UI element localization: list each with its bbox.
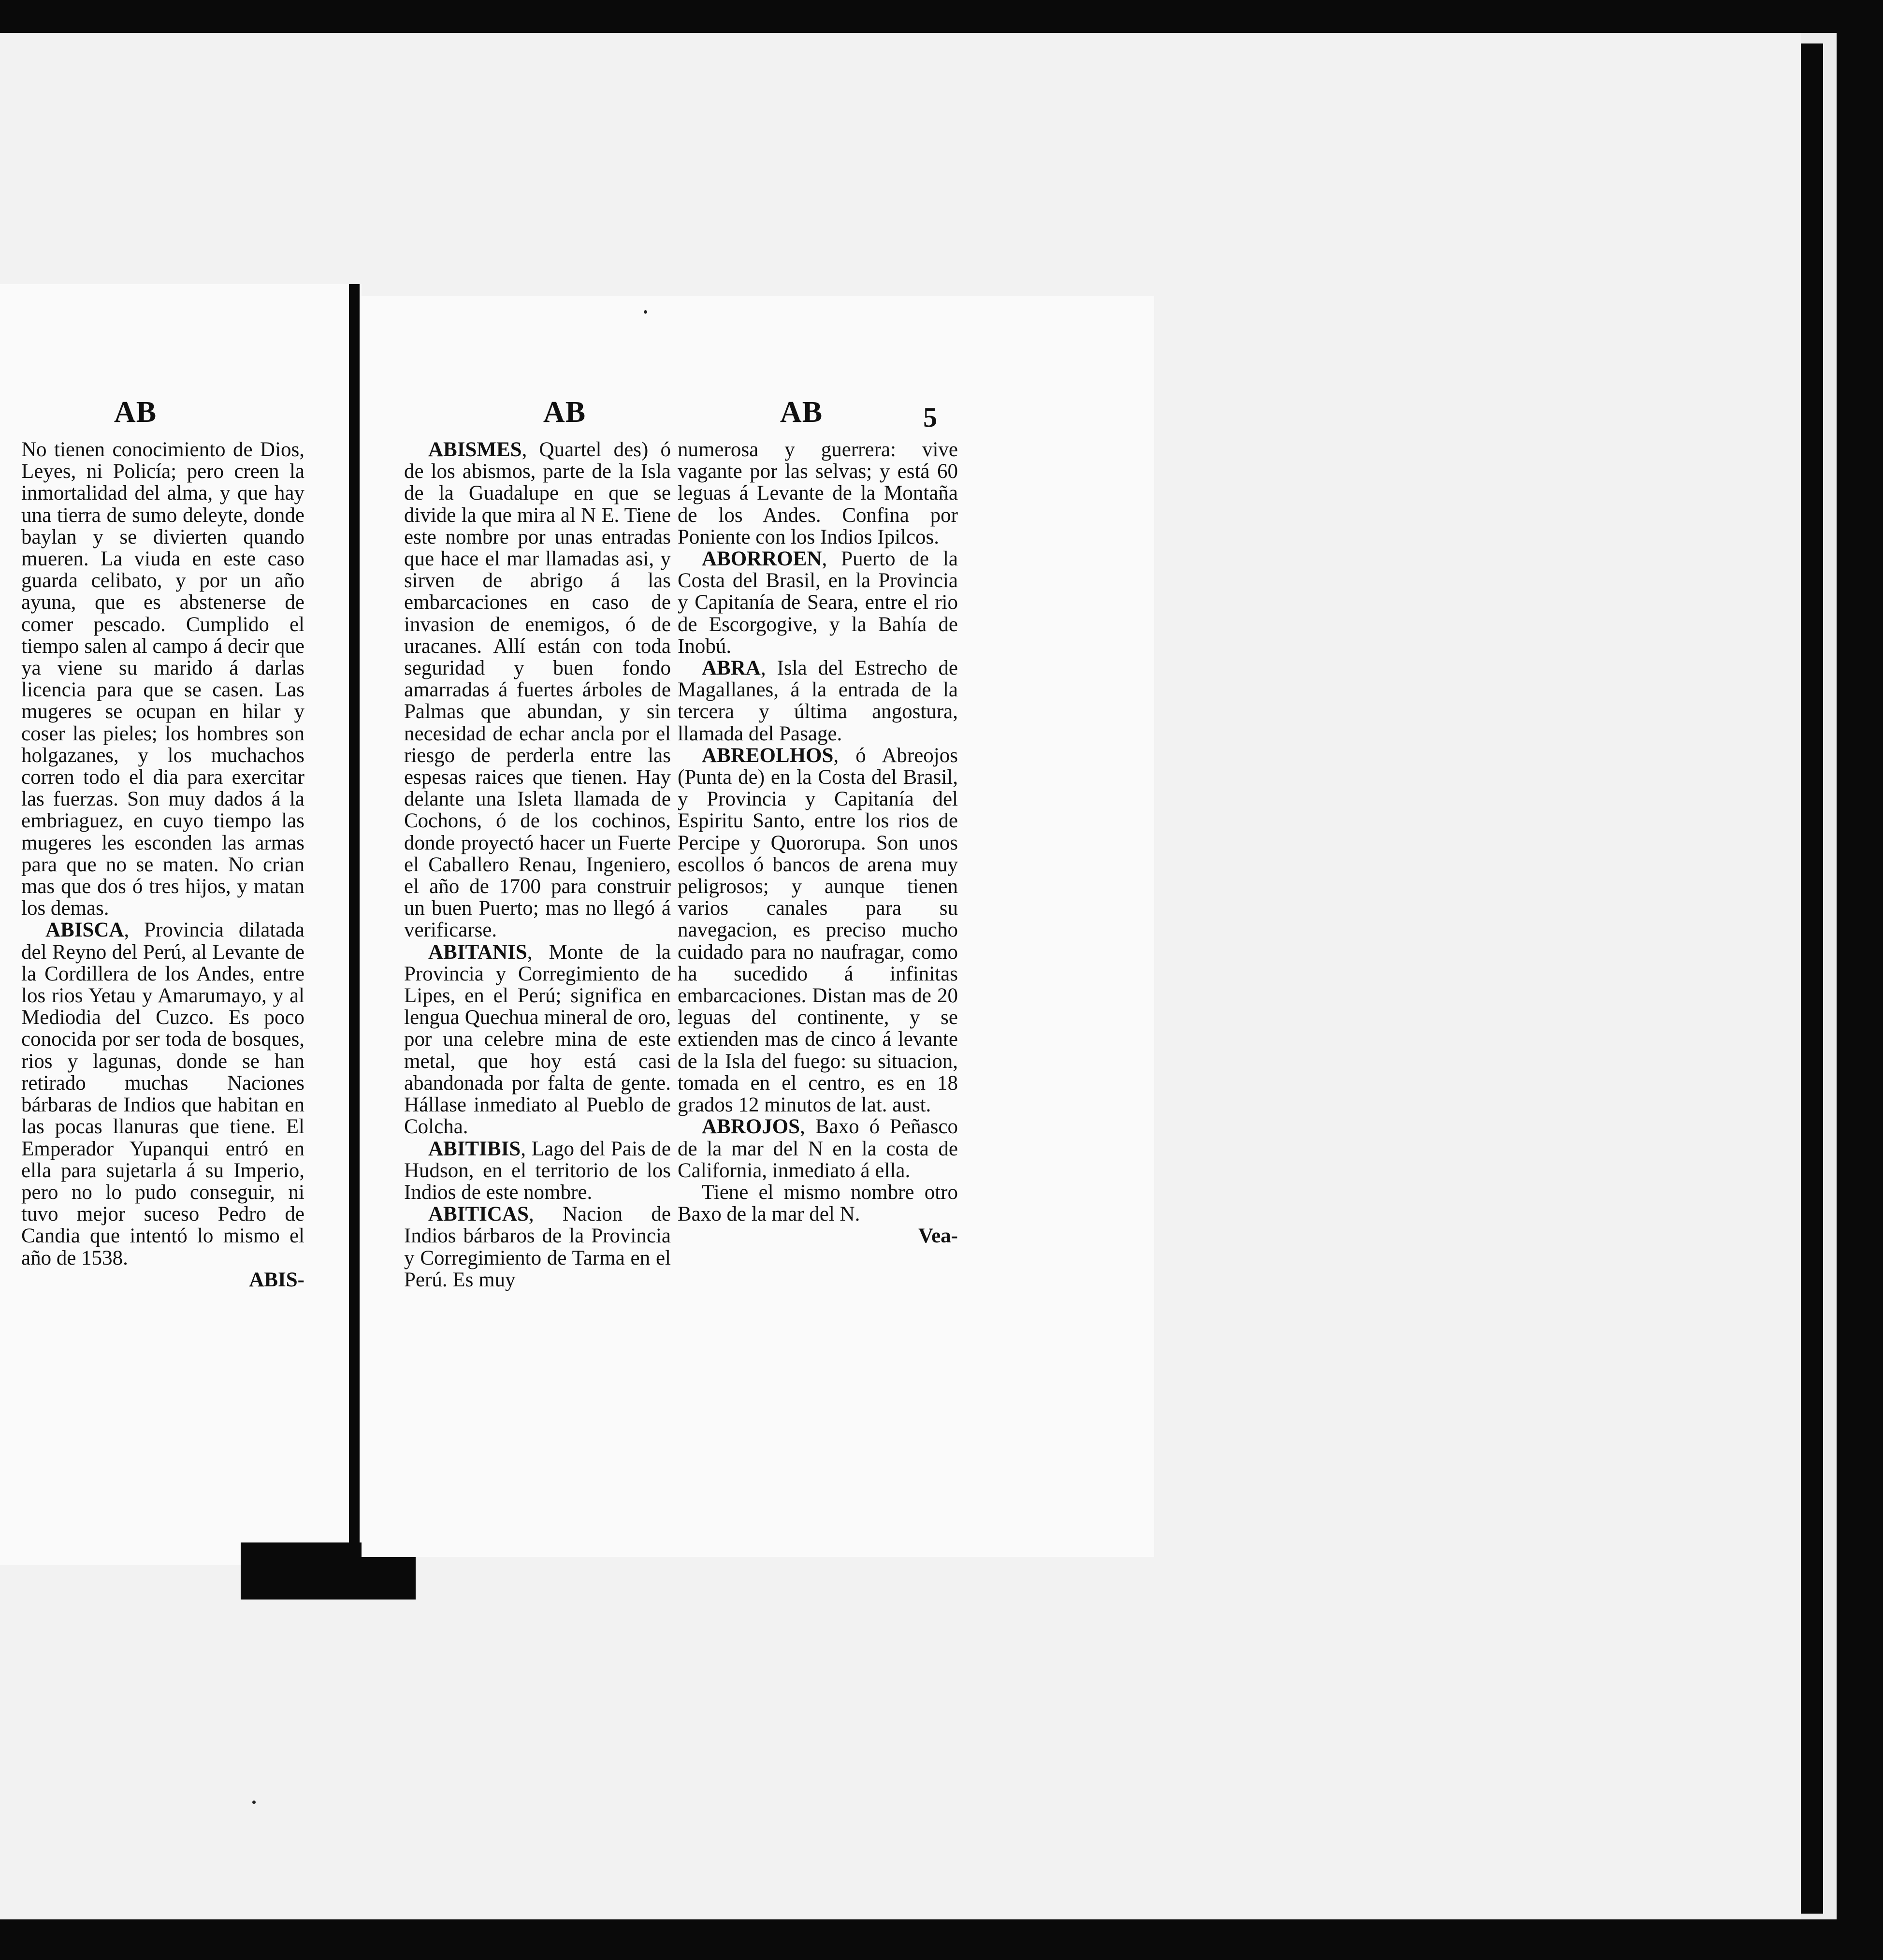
left-page-column bbox=[21, 439, 304, 1405]
entry-headword: ABITIBIS bbox=[428, 1137, 521, 1160]
entry-abrojos bbox=[678, 1116, 958, 1182]
ink-dot bbox=[644, 310, 647, 314]
entry-text: Tiene el mismo nombre otro Baxo de la mar del N. bbox=[678, 1181, 958, 1226]
page-number: 5 bbox=[923, 402, 937, 433]
entry-headword: ABREOLHOS bbox=[702, 744, 834, 767]
column-2-continued-text: numerosa y guerrera: vive vagante por las selvas; y está 60 leguas á Levante de la Montaña de los Andes. Confina por Poniente con los Indios Ipilcos. bbox=[678, 439, 958, 548]
entry-abiticas bbox=[404, 1203, 671, 1291]
entry-text: , Isla del Estrecho de Magallanes, á la entrada de la tercera y última angostura, llamada del Pasage. bbox=[678, 657, 958, 745]
entry-abitanis bbox=[404, 941, 671, 1138]
right-page-column-1 bbox=[404, 439, 671, 1526]
entry-headword: ABROJOS bbox=[702, 1115, 800, 1139]
left-catchword: ABIS- bbox=[249, 1268, 304, 1291]
entry-abreolhos bbox=[678, 745, 958, 1116]
right-edge-bar bbox=[1837, 29, 1883, 1923]
gutter-line bbox=[349, 284, 360, 1550]
entry-text: , Monte de la Provincia y Corregimiento de Lipes, en el Perú; significa en lengua Quechua mineral de oro, por una celebre mina de este metal, que hoy está casi abandonada por falta de gente. Hállase inmediato al Pueblo de Colcha. bbox=[404, 940, 671, 1139]
entry-text: , Lago del Pais de Hudson, en el territorio de los Indios de este nombre. bbox=[404, 1137, 671, 1204]
entry-abismes bbox=[404, 439, 671, 941]
entry-headword: ABORROEN bbox=[702, 548, 822, 571]
entry-text: , Provincia dilatada del Reyno del Perú, al Levante de la Cordillera de los Andes, entre los rios Yetau y Amarumayo, y al Mediodia del Cuzco. Es poco conocida por ser toda de bosques, rios y lagunas, donde se han retirado muchas Naciones bárbaras de Indios que habitan en las pocas llanuras que tiene. El Emperador Yupanqui entró en ella para sujetarla á su Imperio, pero no lo pudo conseguir, ni tuvo mejor suceso Pedro de Candia que intentó lo mismo el año de 1538. bbox=[21, 919, 304, 1269]
right-catchword: Vea- bbox=[918, 1225, 958, 1248]
entry-abitibis bbox=[404, 1138, 671, 1204]
left-column-continued-text: No tienen conocimiento de Dios, Leyes, ni Policía; pero creen la inmortalidad del alma, y que hay una tierra de sumo deleyte, donde baylan y se divierten quando mueren. La viuda en este caso guarda celibato, y por un año ayuna, que es abstenerse de comer pescado. Cumplido el tiempo salen al campo á decir que ya viene su marido á darlas licencia para que se casen. Las mugeres se ocupan en hilar y coser las pieles; los hombres son holgazanes, y los muchachos corren todo el dia para exercitar las fuerzas. Son muy dados á la embriaguez, en cuyo tiempo las mugeres les esconden las armas para que no se maten. No crian mas que dos ó tres hijos, y matan los demas. bbox=[21, 439, 304, 920]
entry-text: , Nacion de Indios bárbaros de la Provincia y Corregimiento de Tarma en el Perú. Es muy bbox=[404, 1203, 671, 1291]
entry-text: , ó Abreojos (Punta de) en la Costa del Brasil, y Provincia y Capitanía del Espiritu Santo, entre los rios de Percipe y Quororupa. Son unos escollos ó bancos de arena muy peligrosos; y aunque tienen varios canales para su navegacion, es preciso mucho cuidado para no naufragar, como ha sucedido á infinitas embarcaciones. Distan mas de 20 leguas del continente, y se extienden mas de cinco á levante de la Isla del fuego: su situacion, tomada en el centro, es en 18 grados 12 minutos de lat. aust. bbox=[678, 744, 958, 1117]
entry-headword: ABRA bbox=[702, 657, 761, 680]
left-page bbox=[0, 284, 362, 1565]
entry-text: , Quartel des) ó de los abismos, parte de la Isla de la Guadalupe en que se divide la que mira al N E. Tiene este nombre por unas entradas que hace el mar llamadas asi, y sirven de abrigo á las embarcaciones en caso de invasion de enemigos, ó de uracanes. Allí están con toda seguridad y buen fondo amarradas á fuertes árboles de Palmas que abundan, y sin necesidad de echar ancla por el riesgo de perderla entre las espesas raices que tienen. Hay delante una Isleta llamada de Cochons, ó de los cochinos, donde proyectó hacer un Fuerte el Caballero Renau, Ingeniero, el año de 1700 para construir un buen Puerto; mas no llegó á verificarse. bbox=[404, 439, 671, 942]
right-page-header-right: AB bbox=[780, 396, 823, 429]
entry-abra bbox=[678, 657, 958, 745]
right-page-column-2 bbox=[678, 439, 958, 1526]
entry-text: , Puerto de la Costa del Brasil, en la Provincia y Capitanía de Seara, entre el rio de Escorgogive, y la Bahía de Inobú. bbox=[678, 548, 958, 658]
entry-aborroen bbox=[678, 548, 958, 657]
entry-headword: ABISCA bbox=[45, 919, 124, 942]
entry-abisca bbox=[21, 919, 304, 1268]
entry-headword: ABISMES bbox=[428, 439, 522, 461]
entry-text: , Baxo ó Peñasco de la mar del N en la costa de California, inmediato á ella. bbox=[678, 1115, 958, 1182]
entry-headword: ABITANIS bbox=[428, 940, 527, 964]
right-page-header-left: AB bbox=[543, 396, 586, 429]
top-frame-bar bbox=[0, 0, 1883, 33]
left-page-header: AB bbox=[114, 396, 157, 429]
entry-headword: ABITICAS bbox=[428, 1203, 529, 1226]
ink-dot bbox=[252, 1801, 256, 1804]
bottom-frame-bar bbox=[0, 1919, 1883, 1960]
right-frame-bar bbox=[1801, 43, 1823, 1914]
entry-abrojos-note bbox=[678, 1182, 958, 1225]
right-page bbox=[362, 296, 1154, 1557]
